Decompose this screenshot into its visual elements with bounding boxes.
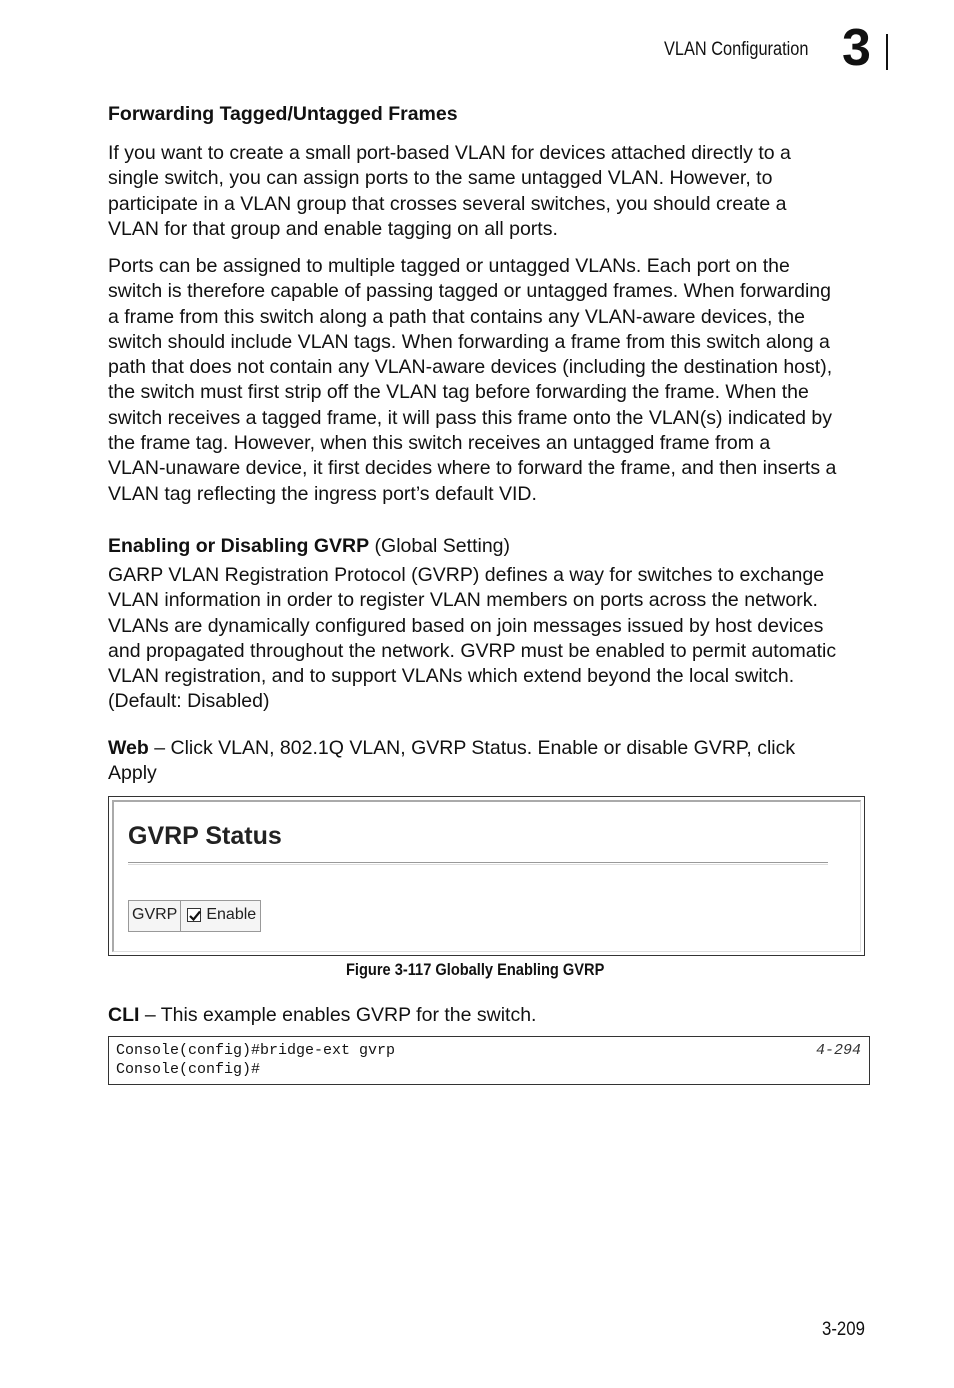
text-line: path that does not contain any VLAN-aware devices (including the destination host), xyxy=(108,356,833,379)
text-line: a frame from this switch along a path that contains any VLAN-aware devices, the xyxy=(108,305,805,328)
gvrp-enable-checkbox[interactable] xyxy=(187,908,201,922)
text-line xyxy=(108,1003,870,1028)
web-label: Web xyxy=(108,737,149,759)
text-line: Ports can be assigned to multiple tagged or untagged VLANs. Each port on the xyxy=(108,255,790,277)
chapter-number: 3 xyxy=(842,19,871,77)
page-number: 3-209 xyxy=(822,1318,865,1340)
text-line: participate in a VLAN group that crosses several switches, you should create a xyxy=(108,192,787,215)
code-reference: 4-294 xyxy=(815,1042,861,1059)
gvrp-status-title: GVRP Status xyxy=(128,822,282,850)
text-line: switch should include VLAN tags. When forwarding a frame from this switch along a xyxy=(108,330,830,353)
section-heading-gvrp xyxy=(108,535,510,558)
header-title: VLAN Configuration xyxy=(664,39,809,60)
gvrp-field-label: GVRP xyxy=(129,901,181,931)
paragraph-forwarding-1 xyxy=(108,141,870,242)
text-line: GARP VLAN Registration Protocol (GVRP) defines a way for switches to exchange xyxy=(108,564,825,586)
heading-normal: (Global Setting) xyxy=(369,535,511,557)
text-line: switch receives a tagged frame, it will pass this frame onto the VLAN(s) indicated by xyxy=(108,406,832,429)
gvrp-enable-control[interactable] xyxy=(181,901,260,931)
text-line: VLAN for that group and enable tagging on all ports. xyxy=(108,217,558,240)
paragraph-web xyxy=(108,736,870,787)
title-divider xyxy=(128,862,828,865)
cli-label: CLI xyxy=(108,1004,140,1026)
paragraph-gvrp xyxy=(108,563,870,715)
code-line xyxy=(116,1060,861,1079)
chapter-bar xyxy=(886,34,888,70)
text-line: VLAN registration, and to support VLANs which extend beyond the local switch. xyxy=(108,665,795,688)
code-command: Console(config)#bridge-ext gvrp xyxy=(116,1042,396,1059)
gvrp-status-figure xyxy=(108,796,865,956)
text-line xyxy=(108,736,870,761)
text-line: VLAN-unaware device, it first decides where to forward the frame, and then inserts a xyxy=(108,457,837,480)
text-line: and propagated throughout the network. GVRP must be enabled to permit automatic xyxy=(108,639,837,662)
cli-text: – This example enables GVRP for the switch. xyxy=(139,1004,537,1026)
heading-bold: Enabling or Disabling GVRP xyxy=(108,535,370,557)
checkmark-icon xyxy=(188,909,202,923)
code-line xyxy=(116,1041,861,1060)
text-line: switch is therefore capable of passing tagged or untagged frames. When forwarding xyxy=(108,280,831,303)
text-line: the frame tag. However, when this switch receives an untagged frame from a xyxy=(108,432,771,455)
text-line: (Default: Disabled) xyxy=(108,690,270,713)
text-line: single switch, you can assign ports to the same untagged VLAN. However, to xyxy=(108,167,773,190)
paragraph-cli xyxy=(108,1003,870,1028)
section-heading-forwarding: Forwarding Tagged/Untagged Frames xyxy=(108,103,458,125)
text-line: Apply xyxy=(108,762,157,785)
text-line: the switch must first strip off the VLAN tag before forwarding the frame. When the xyxy=(108,381,809,404)
figure-frame xyxy=(112,800,861,952)
gvrp-setting-row xyxy=(128,900,261,932)
text-line: VLAN tag reflecting the ingress port’s default VID. xyxy=(108,482,537,505)
code-command: Console(config)# xyxy=(116,1061,261,1078)
text-line: VLAN information in order to register VLAN members on ports across the network. xyxy=(108,589,818,612)
paragraph-forwarding-2 xyxy=(108,254,870,507)
text-line: VLANs are dynamically configured based on join messages issued by host devices xyxy=(108,614,824,637)
web-text: – Click VLAN, 802.1Q VLAN, GVRP Status. Enable or disable GVRP, click xyxy=(148,737,796,759)
cli-code-block xyxy=(108,1036,870,1085)
text-line: If you want to create a small port-based VLAN for devices attached directly to a xyxy=(108,142,791,164)
enable-label: Enable xyxy=(206,906,257,923)
figure-caption: Figure 3-117 Globally Enabling GVRP xyxy=(346,960,605,979)
